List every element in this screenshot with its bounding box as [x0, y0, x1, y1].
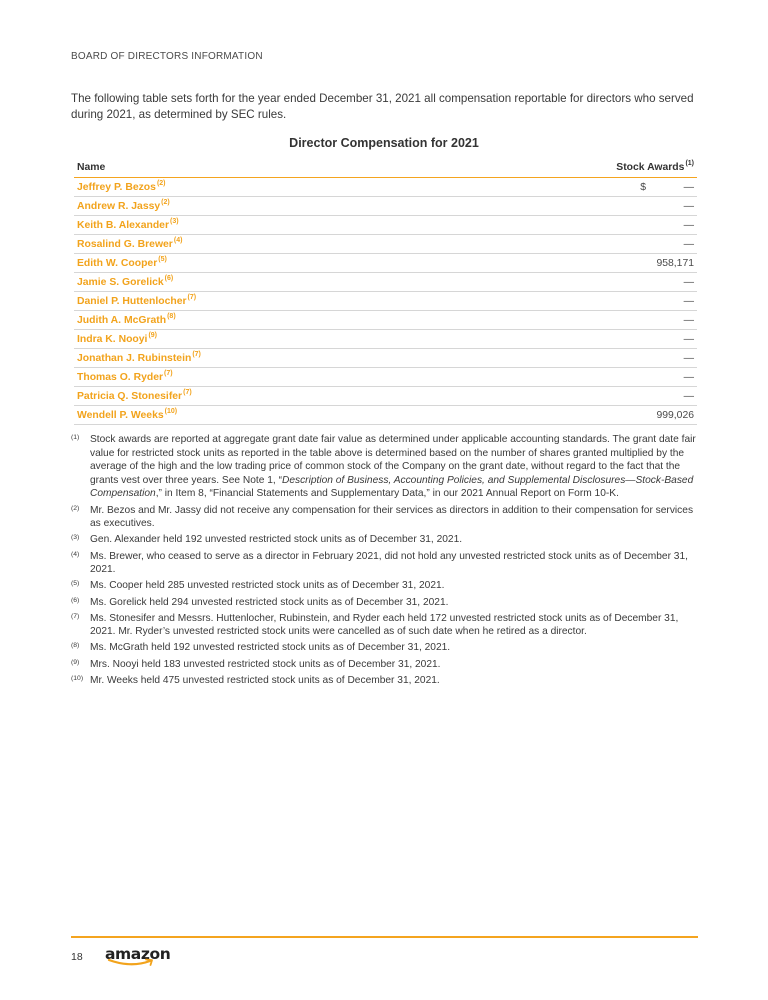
footnote — [71, 658, 699, 672]
director-name: Jeffrey P. Bezos$^{(2)}$ — [74, 178, 453, 197]
footnote — [71, 641, 699, 655]
director-name: Thomas O. Ryder$^{(7)}$ — [74, 368, 453, 387]
director-name: Patricia Q. Stonesifer$^{(7)}$ — [74, 387, 453, 406]
footnote-text: Mr. Bezos and Mr. Jassy did not receive any compensation for their services as directors in addition to their compensation for services as executives. — [90, 504, 694, 530]
stock-awards-value: 958,171 — [453, 254, 697, 273]
footnote-mark: (6) — [71, 596, 80, 604]
table-row — [74, 273, 697, 292]
stock-awards-value: — — [453, 273, 697, 292]
footnote-text: Gen. Alexander held 192 unvested restricted stock units as of December 31, 2021. — [90, 534, 463, 546]
footnote-text: Ms. Brewer, who ceased to serve as a director in February 2021, did not hold any unvested restricted stock units as of December 31, 2021. — [90, 550, 688, 576]
footnote-text: Stock awards are reported at aggregate grant date fair value as determined under applicable accounting standards. The grant date fair value for restricted stock units as reported in the table above is determined based on the number of shares granted multiplied by the average of the high and the low trading price of common stock of the Company on the grant date, without regard to the fact that the grants vest over three years. See Note 1, “Description of Business, Accounting Policies, and Supplemental Disclosures—Stock-Based Compensation,” in Item 8, “Financial Statements and Supplementary Data,” in our 2021 Annual Report on Form 10-K. — [90, 434, 696, 500]
amazon-logo: amazon — [105, 945, 165, 973]
footnote-mark: (5) — [71, 580, 80, 588]
footnote-ref: (10) — [164, 407, 178, 415]
footnote-mark: (10) — [71, 674, 84, 682]
table-row — [74, 406, 697, 425]
table-row — [74, 178, 697, 197]
footnote-ref: (3) — [170, 217, 179, 225]
table-body — [74, 178, 697, 425]
footnote-ref: (8) — [167, 312, 176, 320]
name-column-header: Name — [74, 158, 453, 178]
footnote-ref: (7) — [164, 369, 173, 377]
page-number: 18 — [71, 951, 83, 963]
stock-awards-value: — — [453, 330, 697, 349]
stock-awards-value: — — [453, 349, 697, 368]
director-name: Daniel P. Huttenlocher$^{(7)}$ — [74, 292, 453, 311]
footnote-ref: (2) — [161, 198, 170, 206]
table-row — [74, 197, 697, 216]
table-row — [74, 254, 697, 273]
table-row — [74, 292, 697, 311]
footnote-ref: (4) — [173, 236, 183, 244]
footnote — [71, 596, 699, 610]
smile-arrow-icon — [105, 958, 161, 968]
director-name: Edith W. Cooper$^{(5)}$ — [74, 254, 453, 273]
footnote-ref: (5) — [158, 255, 167, 263]
footnote-text: Mrs. Nooyi held 183 unvested restricted stock units as of December 31, 2021. — [90, 658, 441, 670]
footnote — [71, 550, 699, 577]
stock-awards-value: — — [453, 197, 697, 216]
section-header: BOARD OF DIRECTORS INFORMATION — [71, 51, 263, 62]
footnote-mark: (9) — [71, 658, 80, 666]
footnote-text: Mr. Weeks held 475 unvested restricted stock units as of December 31, 2021. — [90, 674, 440, 686]
stock-awards-column-header: Stock Awards$^{(1)}$ — [453, 158, 697, 178]
footnote-ref: (6) — [164, 274, 174, 282]
footnote-text: Ms. Gorelick held 294 unvested restricted stock units as of December 31, 2021. — [90, 596, 449, 608]
stock-awards-value: — — [453, 387, 697, 406]
footnote-ref: (7) — [192, 350, 201, 358]
intro-paragraph: The following table sets forth for the year ended December 31, 2021 all compensation reportable for directors who served during 2021, as determined by SEC rules. — [71, 92, 694, 121]
footnote-text: Ms. McGrath held 192 unvested restricted stock units as of December 31, 2021. — [90, 642, 451, 654]
table-row — [74, 311, 697, 330]
stock-awards-value: — — [453, 311, 697, 330]
table-row — [74, 330, 697, 349]
stock-awards-value: — — [453, 216, 697, 235]
footnote-ref: (7) — [187, 293, 197, 301]
footnotes — [71, 433, 699, 690]
footnote-mark: (7) — [71, 612, 80, 620]
stock-awards-value: — — [453, 235, 697, 254]
footnote — [71, 433, 699, 501]
table-row — [74, 216, 697, 235]
footnote-ref: (2) — [156, 179, 166, 187]
director-name: Jamie S. Gorelick$^{(6)}$ — [74, 273, 453, 292]
footnote-mark: (8) — [71, 642, 80, 650]
director-compensation-table — [74, 158, 697, 425]
footnote-mark: (1) — [71, 434, 80, 441]
stock-awards-value: $ — — [453, 178, 697, 197]
table-row — [74, 235, 697, 254]
footnote — [71, 504, 699, 531]
table-row — [74, 368, 697, 387]
table-title: Director Compensation for 2021 — [289, 136, 479, 150]
director-name: Wendell P. Weeks$^{(10)}$ — [74, 406, 453, 425]
table-row — [74, 387, 697, 406]
director-name: Rosalind G. Brewer$^{(4)}$ — [74, 235, 453, 254]
footnote — [71, 533, 699, 547]
table-header-row — [74, 158, 697, 178]
footnote-text: Ms. Cooper held 285 unvested restricted stock units as of December 31, 2021. — [90, 580, 445, 592]
footnote — [71, 579, 699, 593]
table-row — [74, 349, 697, 368]
director-name: Keith B. Alexander$^{(3)}$ — [74, 216, 453, 235]
footer-divider — [71, 936, 698, 938]
footnote-text: Ms. Stonesifer and Messrs. Huttenlocher, Rubinstein, and Ryder each held 172 unvested restricted stock units as of December 31, 2021. Mr. Ryder’s unvested restricted stock units were cancelled as of such date when he retired as a director. — [90, 612, 679, 638]
director-name: Judith A. McGrath$^{(8)}$ — [74, 311, 453, 330]
footnote-ref: (9) — [148, 331, 157, 339]
stock-awards-value: — — [453, 368, 697, 387]
footnote-mark: (2) — [71, 504, 80, 512]
footnote-mark: (4) — [71, 550, 80, 558]
footnote-mark: (3) — [71, 534, 80, 542]
footnote-list — [71, 504, 699, 688]
director-name: Indra K. Nooyi$^{(9)}$ — [74, 330, 453, 349]
currency-symbol: $ — [640, 181, 646, 193]
director-name: Jonathan J. Rubinstein$^{(7)}$ — [74, 349, 453, 368]
director-name: Andrew R. Jassy$^{(2)}$ — [74, 197, 453, 216]
stock-awards-value: 999,026 — [453, 406, 697, 425]
footnote-ref: (7) — [183, 388, 192, 396]
stock-awards-value: — — [453, 292, 697, 311]
footnote — [71, 674, 699, 688]
footnote — [71, 612, 699, 639]
